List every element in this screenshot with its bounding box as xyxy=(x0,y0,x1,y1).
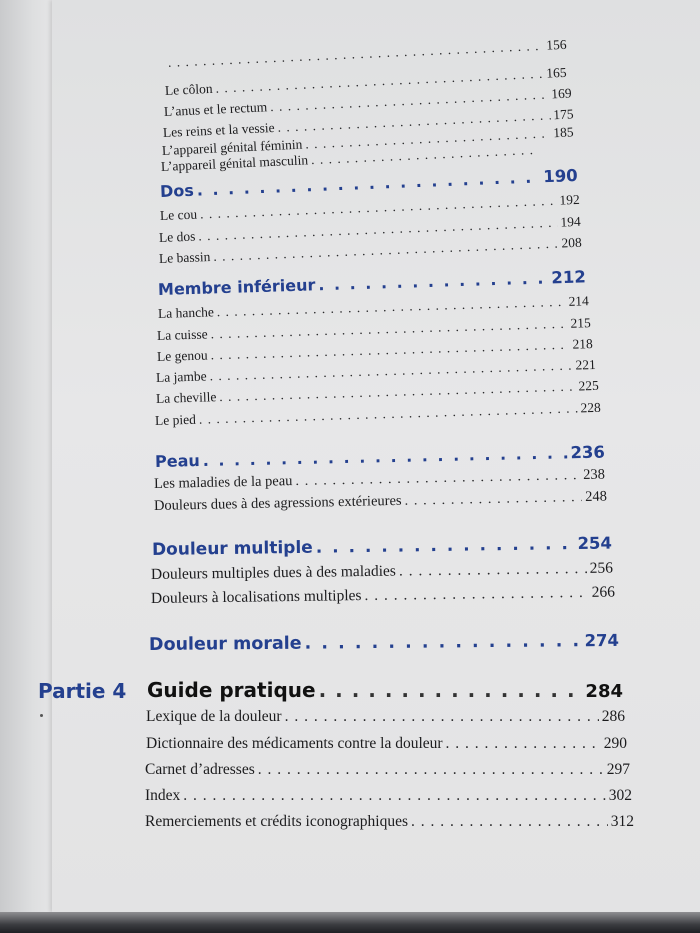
toc-entry-label: Le bassin xyxy=(158,249,211,266)
toc-entry-page: 221 xyxy=(575,356,597,373)
toc-entry-page: 215 xyxy=(570,315,592,331)
toc-entry xyxy=(145,761,630,779)
dot-leader xyxy=(364,584,588,605)
toc-entry-page: 312 xyxy=(610,813,634,830)
dot-leader xyxy=(305,631,582,653)
toc-entry-page: 218 xyxy=(572,336,594,352)
section-page: 212 xyxy=(551,267,587,288)
toc-entry-page: 302 xyxy=(608,787,632,804)
toc-entry-page: 194 xyxy=(560,213,581,230)
toc-entry-label: Le genou xyxy=(156,347,208,364)
toc-entry-label: Les maladies de la peau xyxy=(153,473,293,492)
toc-entry-page: 238 xyxy=(582,466,606,484)
toc-entry-page: 286 xyxy=(601,708,625,725)
toc-entry-label: Douleurs dues à des agressions extérieures xyxy=(153,492,402,514)
section-title: Douleur multiple xyxy=(151,537,313,560)
section-page: 254 xyxy=(577,533,613,554)
toc-entry-page: 192 xyxy=(559,191,580,208)
toc-entry-page: 248 xyxy=(584,488,608,505)
dot-leader xyxy=(258,761,604,779)
toc-entry xyxy=(146,708,625,726)
toc-entry-label: L’appareil génital féminin xyxy=(161,136,303,158)
dot-leader xyxy=(183,787,605,805)
toc-entry xyxy=(145,787,632,805)
toc-entry-label: La cheville xyxy=(155,389,217,406)
section-page: 274 xyxy=(584,630,620,651)
toc-section-heading xyxy=(149,631,619,655)
dot-leader xyxy=(446,735,601,753)
toc-entry-label: La cuisse xyxy=(156,326,208,343)
toc-entry-page: 297 xyxy=(606,761,630,778)
toc-entry-page: 266 xyxy=(591,583,616,601)
section-title: Douleur morale xyxy=(148,633,302,655)
toc-entry xyxy=(165,37,567,71)
section-page: 236 xyxy=(570,442,606,463)
toc-entry-label: Le côlon xyxy=(164,80,213,98)
toc-entry-label: Douleurs multiples dues à des maladies xyxy=(150,562,397,583)
toc-entry-label: Carnet d’adresses xyxy=(145,761,255,778)
toc-entry-page: 256 xyxy=(589,559,614,577)
toc-top-block xyxy=(0,0,700,174)
toc-entry-page: 185 xyxy=(552,124,574,141)
margin-mark xyxy=(40,714,43,717)
toc-entry-label: La jambe xyxy=(155,368,207,385)
dot-leader xyxy=(285,708,599,726)
toc-entry-page: 228 xyxy=(580,399,602,416)
part-page: 284 xyxy=(585,681,623,702)
dot-leader xyxy=(316,534,575,558)
dot-leader xyxy=(399,560,587,581)
section-title: Membre inférieur xyxy=(157,275,316,299)
part-title-line xyxy=(147,678,623,702)
page-bottom-edge xyxy=(0,912,700,933)
toc-entry-page: 169 xyxy=(550,85,572,102)
toc-entry-label: Douleurs à localisations multiples xyxy=(150,587,362,607)
toc-entry-label: L’appareil génital masculin xyxy=(160,152,309,174)
toc-entry-label: Index xyxy=(145,787,181,804)
section-title: Dos xyxy=(159,180,195,201)
toc-entry xyxy=(145,813,634,831)
dot-leader xyxy=(411,813,608,831)
dot-leader xyxy=(319,678,583,702)
toc-entry-label: L’anus et le rectum xyxy=(163,99,268,119)
section-page: 190 xyxy=(542,165,579,187)
toc-entry-label: Remerciements et crédits iconographiques xyxy=(145,813,408,830)
toc-entry-page: 156 xyxy=(545,36,567,53)
toc-entry-page: 225 xyxy=(578,377,600,394)
toc-entry-label: Le pied xyxy=(154,411,197,428)
toc-entry xyxy=(146,735,627,753)
section-title: Peau xyxy=(154,451,200,471)
toc-entry-page: 175 xyxy=(552,106,574,123)
toc-entry-page: 290 xyxy=(603,735,627,752)
toc-entry-label: Dictionnaire des médicaments contre la douleur xyxy=(146,735,443,752)
toc-entry-label: Lexique de la douleur xyxy=(146,708,282,725)
toc-entry-page: 165 xyxy=(545,64,567,81)
part-title: Guide pratique xyxy=(147,678,316,702)
toc-entry-page: 214 xyxy=(568,293,590,309)
toc-entry-label: La hanche xyxy=(157,304,215,321)
part-label: Partie 4 xyxy=(38,679,127,703)
toc-entry-page: 208 xyxy=(561,234,582,251)
dot-leader xyxy=(168,38,544,71)
toc-entry-label: Les reins et la vessie xyxy=(162,119,275,140)
toc-entry-label: Le dos xyxy=(158,228,196,245)
toc-entry-label: Le cou xyxy=(159,206,198,223)
